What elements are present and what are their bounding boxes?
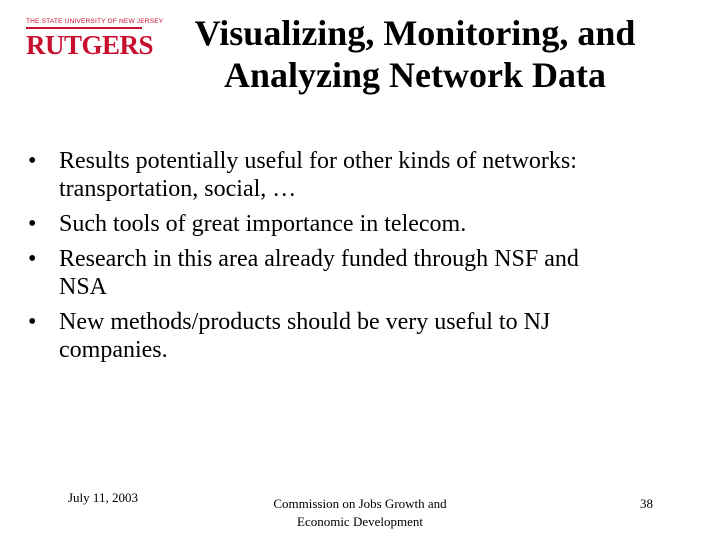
- bullet-item: [28, 147, 698, 203]
- slide-title: [155, 12, 675, 96]
- bullet-item: [28, 245, 698, 301]
- bullet-text-line: Results potentially useful for other kinds of networks:: [59, 148, 577, 174]
- logo-rule: [26, 27, 142, 29]
- bullet-icon: •: [28, 211, 37, 237]
- rutgers-logo: [26, 18, 164, 64]
- bullet-item: [28, 210, 698, 238]
- footer-organization-line1: Commission on Jobs Growth and: [273, 496, 447, 511]
- footer-date: July 11, 2003: [68, 490, 138, 505]
- logo-tagline: THE STATE UNIVERSITY OF NEW JERSEY: [26, 18, 164, 25]
- bullet-list: [28, 147, 698, 371]
- bullet-text-line: transportation, social, …: [59, 176, 297, 202]
- bullet-text-line: NSA: [59, 274, 108, 300]
- bullet-icon: •: [28, 148, 37, 174]
- bullet-text-line: New methods/products should be very useful to NJ: [59, 309, 551, 335]
- bullet-text-line: Such tools of great importance in telecom.: [59, 211, 467, 237]
- bullet-text-line: Research in this area already funded through NSF and: [59, 246, 579, 272]
- footer-organization: [256, 495, 464, 531]
- bullet-text-line: companies.: [59, 337, 168, 363]
- bullet-icon: •: [28, 246, 37, 272]
- bullet-item: [28, 308, 698, 364]
- page-number: 38: [640, 496, 653, 511]
- slide-title-line1: Visualizing, Monitoring, and: [194, 13, 636, 53]
- slide-title-line2: Analyzing Network Data: [224, 55, 606, 95]
- logo-wordmark: RUTGERS: [26, 29, 154, 60]
- footer-organization-line2: Economic Development: [297, 514, 423, 529]
- bullet-icon: •: [28, 309, 37, 335]
